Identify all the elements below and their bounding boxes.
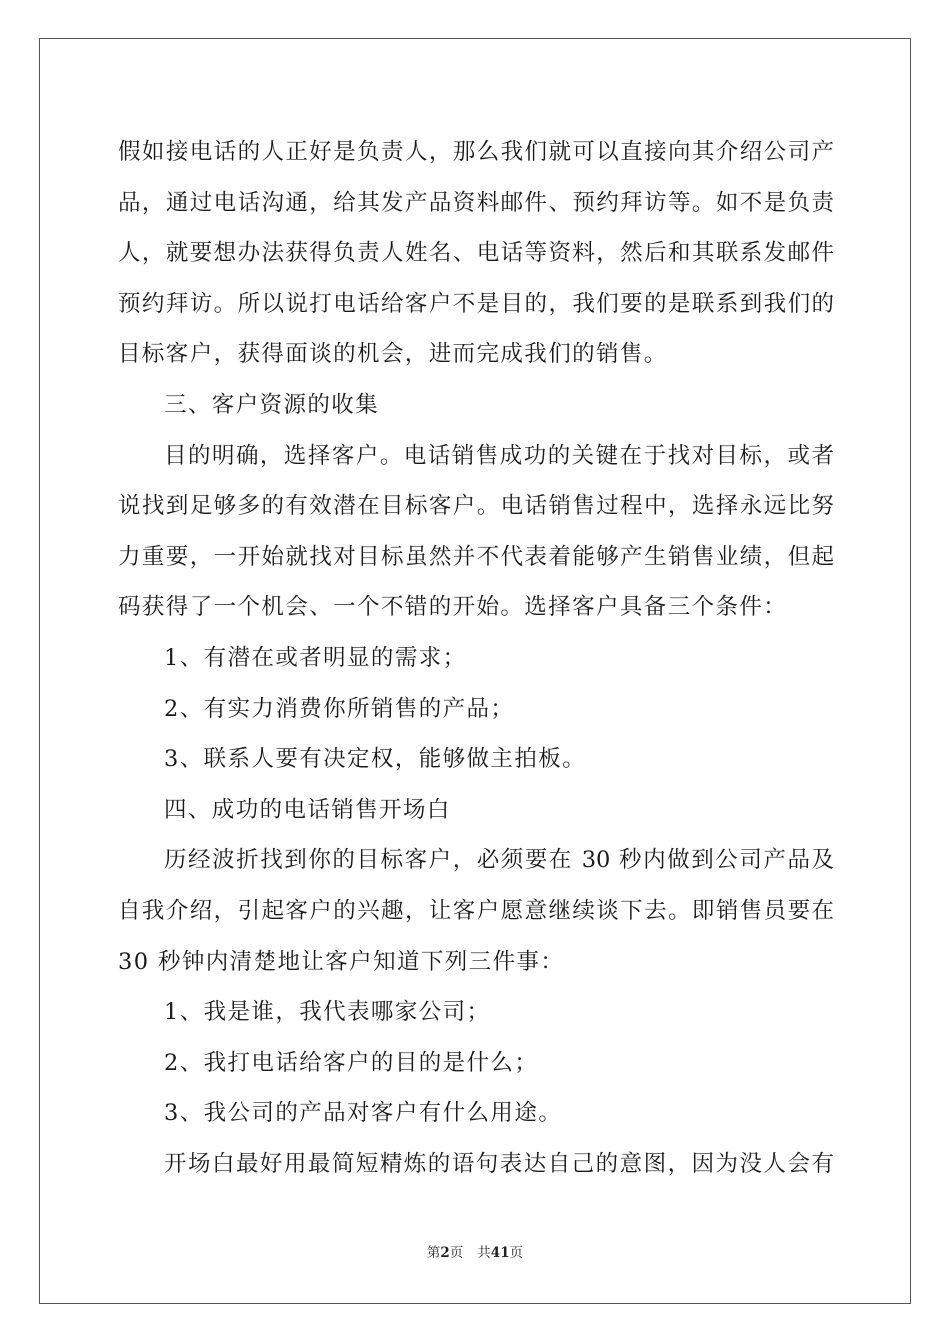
text-line: 人，就要想办法获得负责人姓名、电话等资料，然后和其联系发邮件 <box>118 240 834 267</box>
list-item: 1、有潜在或者明显的需求； <box>164 644 467 671</box>
text-line: 目的明确，选择客户。电话销售成功的关键在于找对目标，或者 <box>164 442 834 469</box>
list-item: 3、联系人要有决定权，能够做主拍板。 <box>164 746 587 773</box>
total-pages: 41 <box>490 1245 510 1261</box>
document-body <box>118 127 834 1189</box>
section-heading: 四、成功的电话销售开场白 <box>164 796 451 823</box>
page-footer <box>0 1243 950 1263</box>
page-suffix: 页 <box>449 1245 464 1261</box>
text-line: 自我介绍，引起客户的兴趣，让客户愿意继续谈下去。即销售员要在 <box>118 897 834 924</box>
list-item: 2、有实力消费你所销售的产品； <box>164 695 515 722</box>
text-line: 假如接电话的人正好是负责人，那么我们就可以直接向其介绍公司产 <box>118 139 834 165</box>
page-prefix: 第 <box>426 1245 441 1261</box>
page-number: 2 <box>440 1245 450 1261</box>
text-line: 历经波折找到你的目标客户，必须要在 30 秒内做到公司产品及 <box>164 847 834 874</box>
text-line: 力重要，一开始就找对目标虽然并不代表着能够产生销售业绩，但起 <box>118 543 834 570</box>
total-prefix: 共 <box>477 1245 491 1261</box>
list-item: 1、我是谁，我代表哪家公司； <box>164 999 491 1026</box>
text-line: 预约拜访。所以说打电话给客户不是目的，我们要的是联系到我们的 <box>118 290 834 317</box>
list-item: 3、我公司的产品对客户有什么用途。 <box>164 1100 563 1127</box>
text-line: 说找到足够多的有效潜在目标客户。电话销售过程中，选择永远比努 <box>118 493 834 520</box>
text-line: 30 秒钟内清楚地让客户知道下列三件事： <box>118 948 565 975</box>
list-item: 2、我打电话给客户的目的是什么； <box>164 1049 539 1076</box>
text-line: 目标客户，获得面谈的机会，进而完成我们的销售。 <box>118 341 668 368</box>
total-suffix: 页 <box>509 1245 524 1261</box>
section-heading: 三、客户资源的收集 <box>164 391 380 418</box>
text-line: 品，通过电话沟通，给其发产品资料邮件、预约拜访等。如不是负责 <box>118 189 834 216</box>
text-line: 开场白最好用最简短精炼的语句表达自己的意图，因为没人会有 <box>164 1150 834 1177</box>
text-line: 码获得了一个机会、一个不错的开始。选择客户具备三个条件： <box>118 594 788 621</box>
